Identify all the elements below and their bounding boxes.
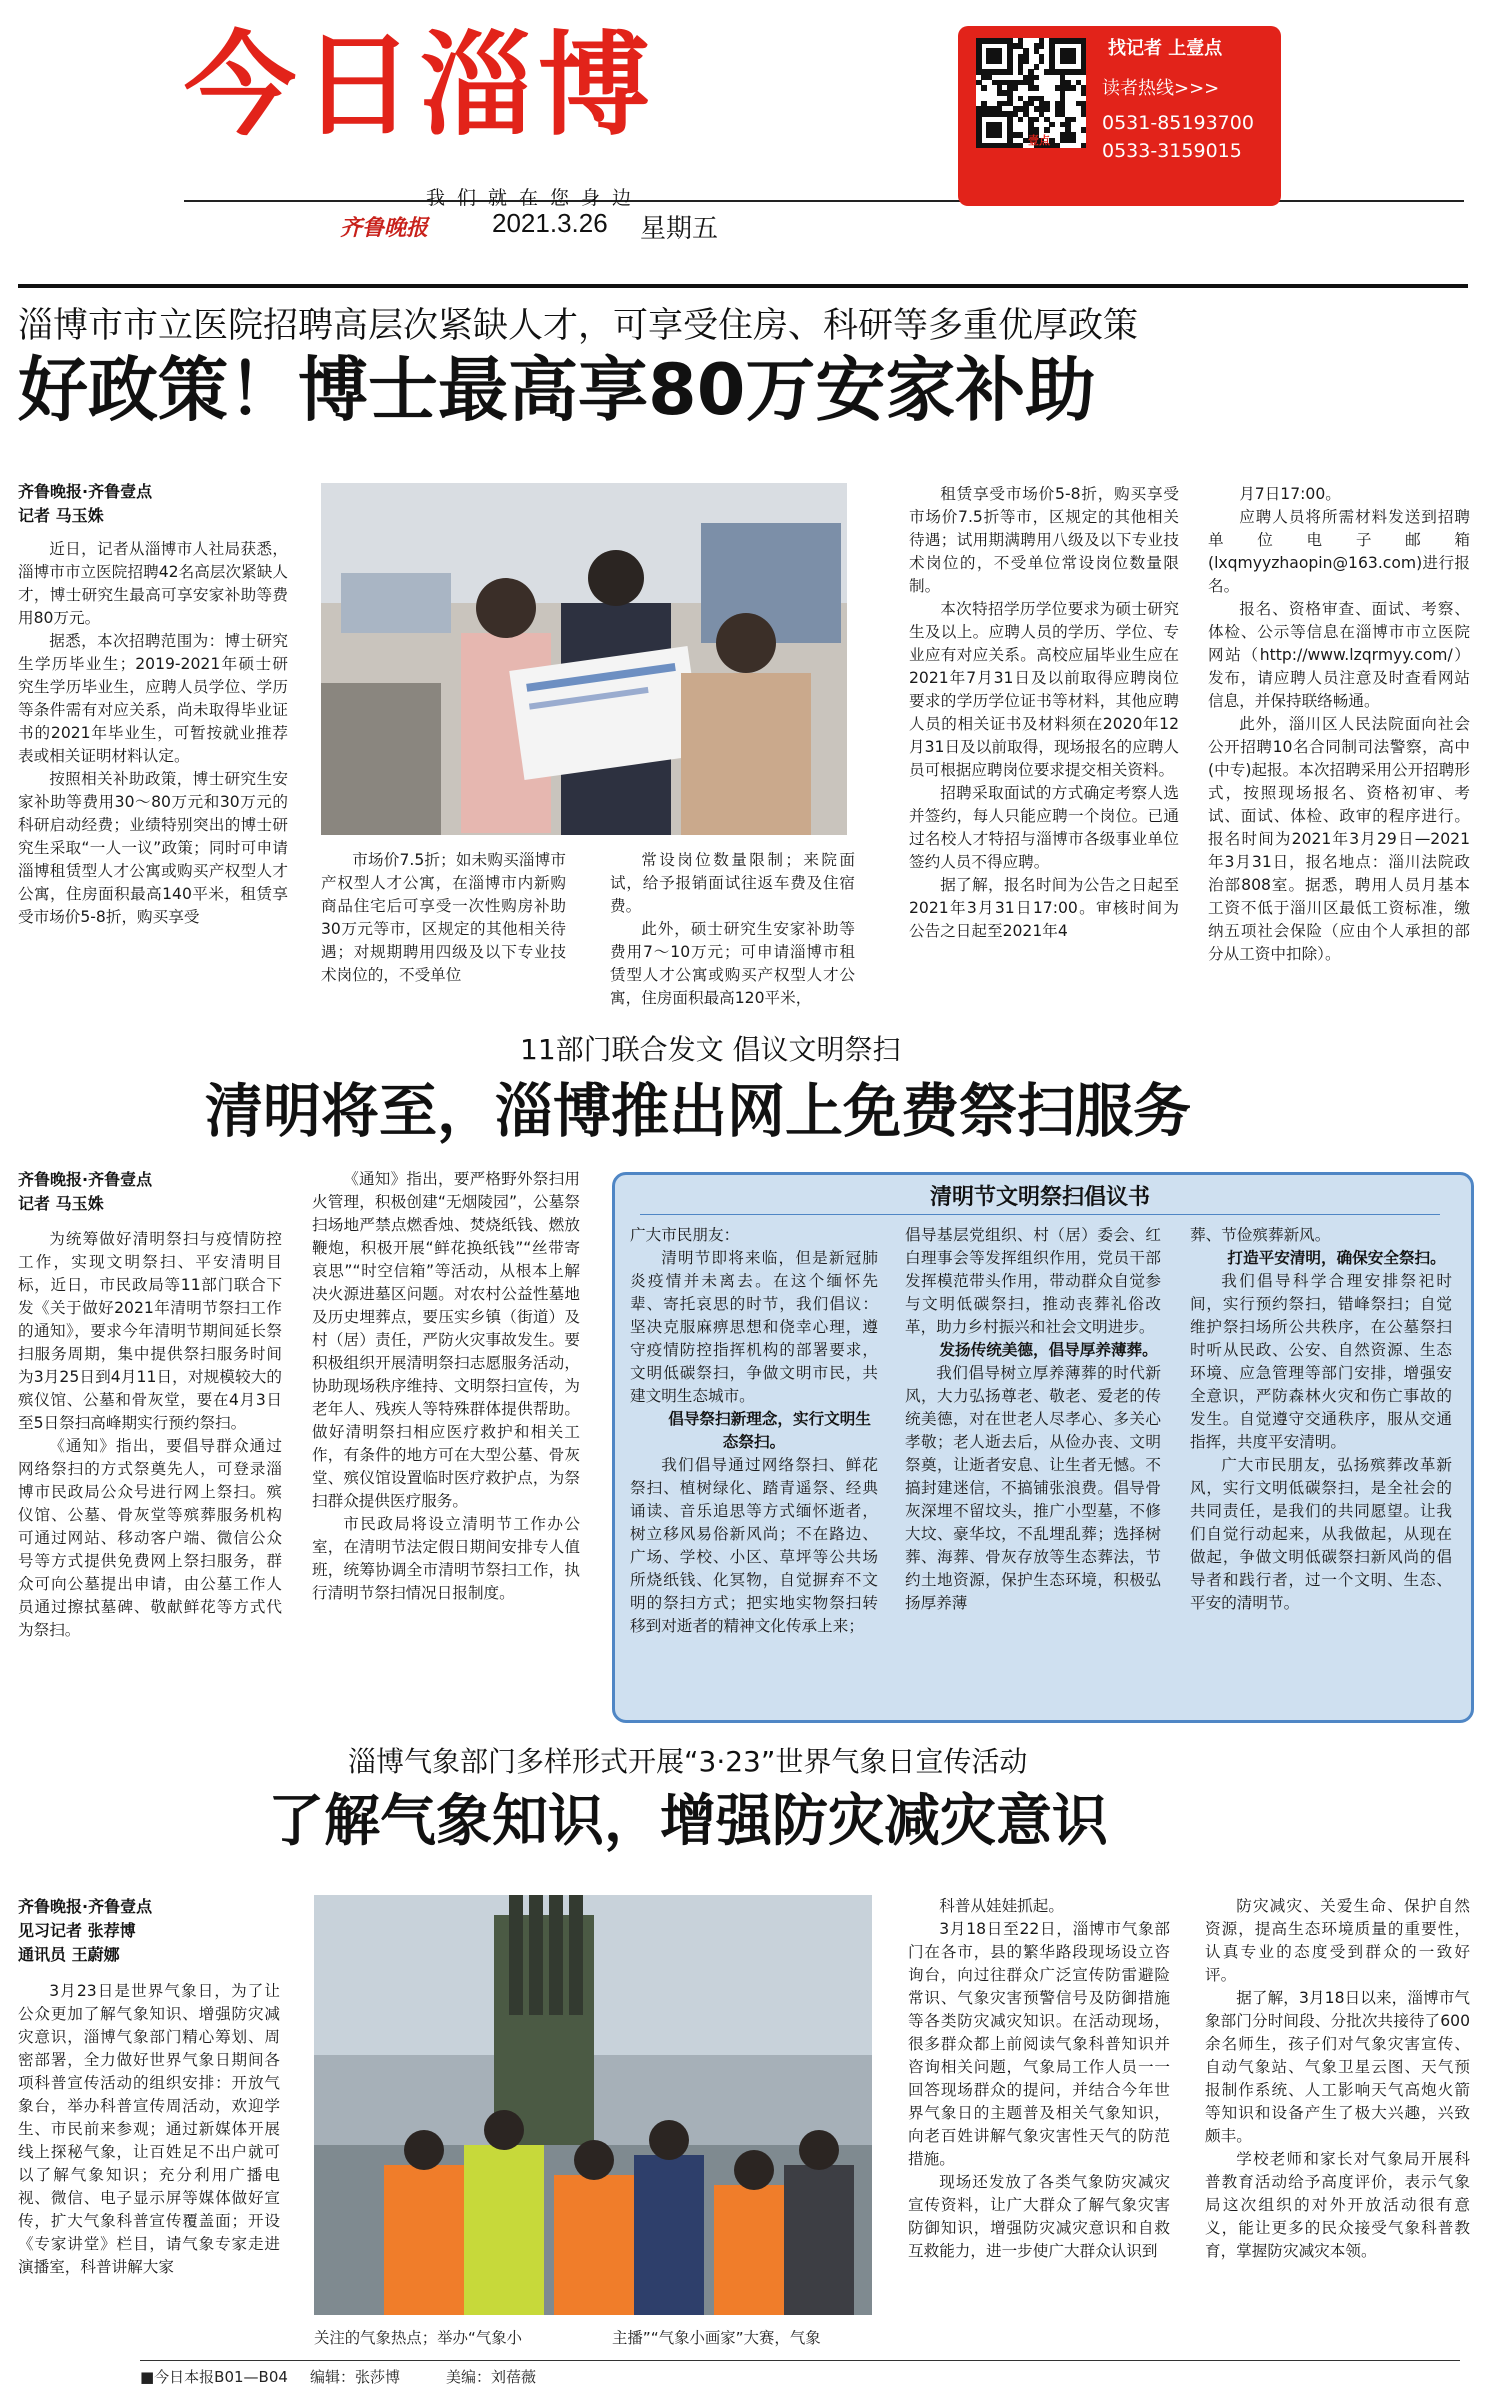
- footer-designer: 美编：刘蓓薇: [446, 2368, 537, 2386]
- paragraph: 报名、资格审查、面试、考察、体检、公示等信息在淄博市市立医院网站（http://www.lzqrmyy.com/）发布，请应聘人员注意及时查看网站信息，并保持联络畅通。: [1208, 600, 1470, 710]
- footer-rule: [140, 2360, 1460, 2361]
- paragraph: 科普从娃娃抓起。: [939, 1897, 1064, 1915]
- find-reporter-text: 找记者 上壹点: [1108, 38, 1223, 59]
- masthead-slogan: 我们就在您身边: [426, 187, 644, 209]
- paragraph: 我们倡导通过网络祭扫、鲜花祭扫、植树绿化、踏青遥祭、经典诵读、音乐追思等方式缅怀逝者，树立移风易俗新风尚；不在路边、广场、学校、小区、草坪等公共场所烧纸钱、化冥物，自觉摒弃不文明的祭扫方式；把实地实物祭扫转移到对逝者的精神文化传承上来；: [630, 1456, 878, 1635]
- story2-headline: 清明将至，淄博推出网上免费祭扫服务: [205, 1077, 1192, 1145]
- issue-weekday: 星期五: [640, 214, 719, 244]
- story3-byline-correspondent: 通讯员 王蔚娜: [18, 1945, 120, 1964]
- brand-name: 齐鲁晚报: [340, 215, 429, 241]
- story2-byline-reporter: 记者 马玉姝: [18, 1194, 104, 1213]
- story3-column-3: [1205, 1895, 1470, 2355]
- paragraph: 应聘人员将所需材料发送到招聘单位电子邮箱(lxqmyyzhaopin@163.com)进行报名。: [1208, 508, 1470, 595]
- story3-column-1: [18, 1980, 280, 2350]
- paragraph: 3月23日是世界气象日，为了让公众更加了解气象知识、增强防灾减灾意识，淄博气象部门精心筹划、周密部署，全力做好世界气象日期间各项科普宣传活动的组织安排：开放气象台，举办科普宣传周活动，欢迎学生、市民前来参观；通过新媒体开展线上探秘气象，让百姓足不出户就可以了解气象知识；充分利用广播电视、微信、电子显示屏等媒体做好宣传，扩大气象科普宣传覆盖面；开设《专家讲堂》栏目，请气象专家走进演播室，科普讲解大家: [18, 1982, 280, 2276]
- paragraph: 据悉，本次招聘范围为：博士研究生学历毕业生；2019-2021年硕士研究生学历毕业生，应聘人员学位、学历等条件需有对应关系，尚未取得毕业证书的2021年毕业生，可暂按就业推荐表或相关证明材料认定。: [18, 632, 288, 765]
- paragraph: 3月18日至22日，淄博市气象部门在各市，县的繁华路段现场设立咨询台，向过往群众广泛宣传防雷避险常识、气象灾害预警信号及防御措施等各类防灾减灾知识。在活动现场，很多群众都上前阅读气象科普知识并咨询相关问题，气象局工作人员一一回答现场群众的提问，并结合今年世界气象日的主题普及相关气象知识，向老百姓讲解气象灾害性天气的防范措施。: [908, 1920, 1170, 2168]
- paragraph: 倡导基层党组织、村（居）委会、红白理事会等发挥组织作用，党员干部发挥模范带头作用，带动群众自觉参与文明低碳祭扫，推动丧葬礼俗改革，助力乡村振兴和社会文明进步。: [905, 1226, 1161, 1336]
- paragraph: 现场还发放了各类气象防灾减灾宣传资料，让广大群众了解气象灾害防御知识，增强防灾减灾意识和自救互救能力，进一步使广大群众认识到: [908, 2173, 1170, 2260]
- proposal-subhead: 发扬传统美德，倡导厚养薄葬。: [939, 1341, 1158, 1359]
- story3-column-2: [908, 1895, 1170, 2355]
- paragraph: 招聘采取面试的方式确定考察人选并签约，每人只能应聘一个岗位。已通过名校人才特招与淄博市各级事业单位签约人员不得应聘。: [909, 784, 1179, 871]
- paragraph: 我们倡导树立厚养薄葬的时代新风，大力弘扬尊老、敬老、爱老的传统美德，对在世老人尽孝心、多关心孝敬；老人逝去后，从俭办丧、文明祭奠，让逝者安息、让生者无憾。不搞封建迷信，不搞铺张浪费。倡导骨灰深埋不留坟头，推广小型墓，不修大坟、豪华坟，不乱埋乱葬；选择树葬、海葬、骨灰存放等生态葬法，节约土地资源，保护生态环境，积极弘扬厚养薄: [905, 1364, 1161, 1612]
- hotline-phone-1: 0531-85193700: [1102, 112, 1254, 134]
- paragraph: 据了解，3月18日以来，淄博市气象部门分时间段、分批次共接待了600余名师生，孩子们对气象灾害宣传、自动气象站、气象卫星云图、天气预报制作系统、人工影响天气高炮火箭等知识和设备产生了极大兴趣，兴致颇丰。: [1205, 1989, 1470, 2145]
- proposal-subhead: 倡导祭扫新理念，实行文明生态祭扫。: [668, 1410, 871, 1451]
- paragraph: 常设岗位数量限制；来院面试，给予报销面试往返车费及住宿费。: [610, 851, 855, 915]
- paragraph: 广大市民朋友，弘扬殡葬改革新风，实行文明低碳祭扫，是全社会的共同责任，是我们的共同愿望。让我们自觉行动起来，从我做起，从现在做起，争做文明低碳祭扫新风尚的倡导者和践行者，过一个文明、生态、平安的清明节。: [1190, 1456, 1452, 1612]
- hotline-phone-2: 0533-3159015: [1102, 140, 1242, 162]
- paragraph: 近日，记者从淄博市人社局获悉，淄博市市立医院招聘42名高层次紧缺人才，博士研究生最高可享安家补助等费用80万元。: [18, 540, 288, 627]
- proposal-column-3: [1190, 1224, 1452, 1710]
- masthead-logo: 今日淄博: [184, 26, 656, 146]
- paragraph: 《通知》指出，要严格野外祭扫用火管理，积极创建“无烟陵园”，公墓祭扫场地严禁点燃香烛、焚烧纸钱、燃放鞭炮，积极开展“鲜花换纸钱”“丝带寄哀思”“时空信箱”等活动，从根本上解决火源进墓区问题。对农村公益性墓地及历史埋葬点，要压实乡镇（街道）及村（居）责任，严防火灾事故发生。要积极组织开展清明祭扫志愿服务活动，协助现场秩序维持、文明祭扫宣传，为老年人、残疾人等特殊群体提供帮助。做好清明祭扫相应医疗救护和相关工作，有条件的地方可在大型公墓、骨灰堂、殡仪馆设置临时医疗救护点，为祭扫群众提供医疗服务。: [312, 1170, 580, 1510]
- paragraph: 《通知》指出，要倡导群众通过网络祭扫的方式祭奠先人，可登录淄博市民政局公众号进行网上祭扫。殡仪馆、公墓、骨灰堂等殡葬服务机构可通过网站、移动客户端、微信公众号等方式提供免费网上祭扫服务，群众可向公墓提出申请，由公墓工作人员通过擦拭墓碑、敬献鲜花等方式代为祭扫。: [18, 1437, 282, 1639]
- story2-byline-org: 齐鲁晚报·齐鲁壹点: [18, 1170, 153, 1189]
- weather-day-photo: [314, 1895, 872, 2315]
- story1-column-3: [610, 849, 855, 1013]
- paragraph: 据了解，报名时间为公告之日起至2021年3月31日17:00。审核时间为公告之日起至2021年4: [909, 876, 1179, 940]
- story2-column-1: [18, 1228, 282, 1698]
- story2-column-2: [312, 1168, 580, 1698]
- paragraph: 防灾减灾、关爱生命、保护自然资源，提高生态环境质量的重要性，认真专业的态度受到群众的一致好评。: [1205, 1897, 1470, 1984]
- paragraph: 租赁享受市场价5-8折，购买享受市场价7.5折等市，区规定的其他相关待遇；试用期满聘用八级及以下专业技术岗位的，不受单位常设岗位数量限制。: [909, 485, 1179, 595]
- story1-column-1: [18, 538, 288, 1008]
- story3-headline: 了解气象知识，增强防灾减灾意识: [268, 1789, 1108, 1854]
- story1-byline-reporter: 记者 马玉姝: [18, 506, 104, 525]
- paragraph: 学校老师和家长对气象局开展科普教育活动给予高度评价，表示气象局这次组织的对外开放活动很有意义，能让更多的民众接受气象科普教育，掌握防灾减灾本领。: [1205, 2150, 1470, 2260]
- story1-headline: 好政策！博士最高享80万安家补助: [18, 349, 1096, 431]
- proposal-column-2: [905, 1224, 1161, 1710]
- story1-kicker: 淄博市市立医院招聘高层次紧缺人才，可享受住房、科研等多重优厚政策: [18, 306, 1139, 346]
- proposal-title: 清明节文明祭扫倡议书: [929, 1185, 1150, 1210]
- footer-editor: 编辑：张莎博: [310, 2368, 401, 2386]
- story2-kicker: 11部门联合发文 倡议文明祭扫: [520, 1033, 901, 1066]
- paragraph: 此外，硕士研究生安家补助等费用7～10万元；可申请淄博市租赁型人才公寓或购买产权型人才公寓，住房面积最高120平米，: [610, 920, 855, 1007]
- paragraph: 本次特招学历学位要求为硕士研究生及以上。应聘人员的学历、学位、专业应有对应关系。高校应届毕业生应在2021年7月31日及以前取得应聘岗位要求的学历学位证书等材料，其他应聘人员的相关证书及材料须在2020年12月31日及以前取得，现场报名的应聘人员可根据应聘岗位要求提交相关资料。: [909, 600, 1179, 779]
- paragraph: 月7日17:00。: [1239, 485, 1341, 503]
- proposal-column-1: [630, 1224, 878, 1710]
- hotline-label: 读者热线>>>: [1102, 78, 1220, 99]
- paragraph: 广大市民朋友：: [630, 1226, 740, 1244]
- story1-byline-org: 齐鲁晚报·齐鲁壹点: [18, 482, 153, 501]
- job-fair-photo: [321, 483, 847, 835]
- story1-column-5: [1208, 483, 1470, 1013]
- paragraph: 葬、节俭殡葬新风。: [1190, 1226, 1331, 1244]
- paragraph: 为统筹做好清明祭扫与疫情防控工作，实现文明祭扫、平安清明目标，近日，市民政局等11部门联合下发《关于做好2021年清明节祭扫工作的通知》，要求今年清明节期间延长祭扫服务周期，集中提供祭扫服务时间为3月25日到4月11日，对规模较大的殡仪馆、公墓和骨灰堂，要在4月3日至5日祭扫高峰期实行预约祭扫。: [18, 1230, 282, 1432]
- paragraph: 市场价7.5折；如未购买淄博市产权型人才公寓，在淄博市内新购商品住宅后可享受一次性购房补助30万元等市，区规定的其他相关待遇；对规期聘用四级及以下专业技术岗位的，不受单位: [321, 851, 566, 984]
- paragraph: 此外，淄川区人民法院面向社会公开招聘10名合同制司法警察，高中(中专)起报。本次招聘采用公开招聘形式，按照现场报名、资格初审、考试、面试、体检、政审的程序进行。报名时间为2021年3月29日—2021年3月31日，报名地点：淄川法院政治部808室。据悉，聘用人员月基本工资不低于淄川区最低工资标准，缴纳五项社会保险（应由个人承担的部分从工资中扣除）。: [1208, 715, 1470, 963]
- proposal-title-rule: [640, 1214, 1440, 1215]
- section-rule-1: [18, 284, 1468, 288]
- story3-byline-reporter: 见习记者 张荐博: [18, 1921, 136, 1940]
- footer-pages: ■今日本报B01—B04: [140, 2368, 288, 2386]
- photo-caption-left: 关注的气象热点；举办“气象小: [314, 2329, 523, 2347]
- paragraph: 市民政局将设立清明节工作办公室，在清明节法定假日期间安排专人值班，统筹协调全市清明节祭扫工作，执行清明节祭扫情况日报制度。: [312, 1515, 580, 1602]
- story1-column-4: [909, 483, 1179, 1013]
- paragraph: 清明节即将来临，但是新冠肺炎疫情并未离去。在这个缅怀先辈、寄托哀思的时节，我们倡议：坚决克服麻痹思想和侥幸心理，遵守疫情防控指挥机构的部署要求，文明低碳祭扫，争做文明市民，共建文明生态城市。: [630, 1249, 878, 1405]
- issue-date: 2021.3.26: [492, 208, 608, 238]
- story3-byline-org: 齐鲁晚报·齐鲁壹点: [18, 1897, 153, 1916]
- proposal-subhead: 打造平安清明，确保安全祭扫。: [1227, 1249, 1446, 1267]
- story1-column-2: [321, 849, 566, 1013]
- paragraph: 我们倡导科学合理安排祭祀时间，实行预约祭扫，错峰祭扫；自觉维护祭扫场所公共秩序，在公墓祭扫时听从民政、公安、自然资源、生态环境、应急管理等部门安排，增强安全意识，严防森林火灾和伤亡事故的发生。自觉遵守交通秩序，服从交通指挥，共度平安清明。: [1190, 1272, 1452, 1451]
- story3-kicker: 淄博气象部门多样形式开展“3·23”世界气象日宣传活动: [348, 1745, 1028, 1778]
- qr-tag: 壹点: [1028, 134, 1050, 147]
- paragraph: 按照相关补助政策，博士研究生安家补助等费用30～80万元和30万元的科研启动经费；业绩特别突出的博士研究生采取“一人一议”政策；同时可申请淄博租赁型人才公寓或购买产权型人才公寓，住房面积最高140平米，租赁享受市场价5-8折，购买享受: [18, 770, 288, 926]
- photo-caption-right: 主播”“气象小画家”大赛，气象: [612, 2329, 821, 2347]
